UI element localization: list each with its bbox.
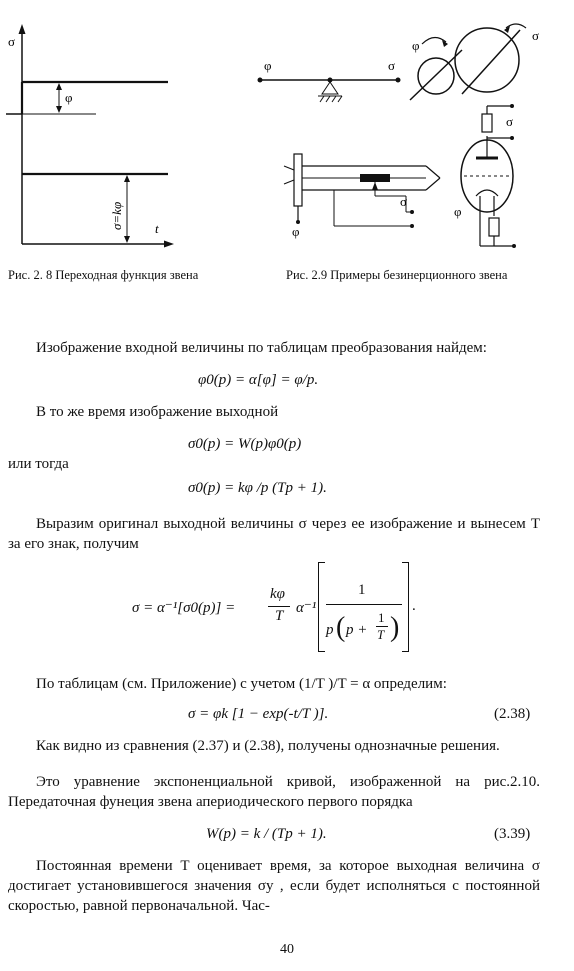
figure-2-9-caption: Рис. 2.9 Примеры безинерционного звена	[286, 268, 508, 282]
paragraph-tables-appendix: По таблицам (см. Приложение) с учетом (1/T )/T = α определим:	[36, 676, 447, 692]
gear-phi-label: φ	[412, 38, 420, 53]
formula-period: .	[412, 598, 416, 614]
formula-inverse-transform	[132, 560, 432, 660]
formula-sigma0-w: σ0(p) = W(p)φ0(p)	[188, 436, 302, 452]
page-number: 40	[280, 942, 294, 957]
paren-open: (	[336, 612, 346, 643]
frac-k-phi-num: kφ	[270, 586, 285, 602]
big-frac-inner: p +	[346, 622, 368, 638]
paragraph-original-output: Выразим оригинал выходной величины σ через ее изображение и вынесем T за его знак, получим	[8, 516, 540, 552]
inverse-lhs: σ = α⁻¹[σ0(p)] =	[132, 600, 236, 616]
figure-2-8-caption: Рис. 2. 8 Переходная функция звена	[8, 268, 199, 282]
phi-step-label: φ	[65, 90, 73, 105]
frac-k-phi-den: T	[275, 608, 284, 624]
big-frac-p: p	[326, 622, 334, 638]
figure-transient-function	[0, 20, 180, 252]
paragraph-comparison: Как видно из сравнения (2.37) и (2.38), получены однозначные решения.	[36, 738, 500, 754]
pot-sigma-label: σ	[400, 194, 408, 209]
lever-phi-label: φ	[264, 58, 272, 73]
formula-phi0: φ0(p) = α[φ] = φ/p.	[198, 372, 319, 388]
tube-phi-label: φ	[454, 204, 462, 219]
sigma-axis-label: σ	[8, 34, 16, 49]
tube-sigma-label: σ	[506, 114, 514, 129]
formula-transfer-function: W(p) = k / (Tp + 1).	[206, 826, 327, 842]
time-axis-label: t	[155, 221, 159, 236]
inner-frac-den: T	[377, 627, 385, 642]
bracket-left	[318, 562, 325, 652]
paren-close: )	[390, 612, 400, 643]
paragraph-input-image: Изображение входной величины по таблицам преобразования найдем:	[36, 340, 487, 356]
figure-inertialess-links	[250, 14, 550, 258]
alpha-inverse: α⁻¹	[296, 600, 317, 616]
bracket-right	[402, 562, 409, 652]
big-frac-num: 1	[358, 582, 366, 598]
paragraph-exponential-curve: Это уравнение экспоненциальной кривой, изображенной на рис.2.10. Передаточная фунеция звена апериодического первого порядка	[8, 774, 540, 810]
equation-number-2-38: (2.38)	[494, 706, 531, 722]
equation-number-3-39: (3.39)	[494, 826, 531, 842]
paragraph-output-image: В то же время изображение выходной	[36, 404, 279, 420]
gear-sigma-label: σ	[532, 28, 540, 43]
big-frac-bar	[326, 604, 402, 605]
k-phi-label: σ=kφ	[109, 201, 124, 230]
formula-sigma-exp: σ = φk [1 − exp(-t/T )].	[188, 706, 329, 722]
formula-sigma0-k: σ0(p) = kφ /p (Tp + 1).	[188, 480, 327, 496]
pot-phi-label: φ	[292, 224, 300, 239]
paragraph-or-then: или тогда	[8, 456, 69, 472]
lever-sigma-label: σ	[388, 58, 396, 73]
paragraph-time-constant: Постоянная времени T оценивает время, за которое выходная величина σ достигает установившегося значения σy , если будет исполняться с постоянной скоростью, равной первоначальной. Час-	[8, 858, 540, 914]
inner-frac-num: 1	[378, 610, 385, 625]
frac-bar	[268, 606, 290, 607]
